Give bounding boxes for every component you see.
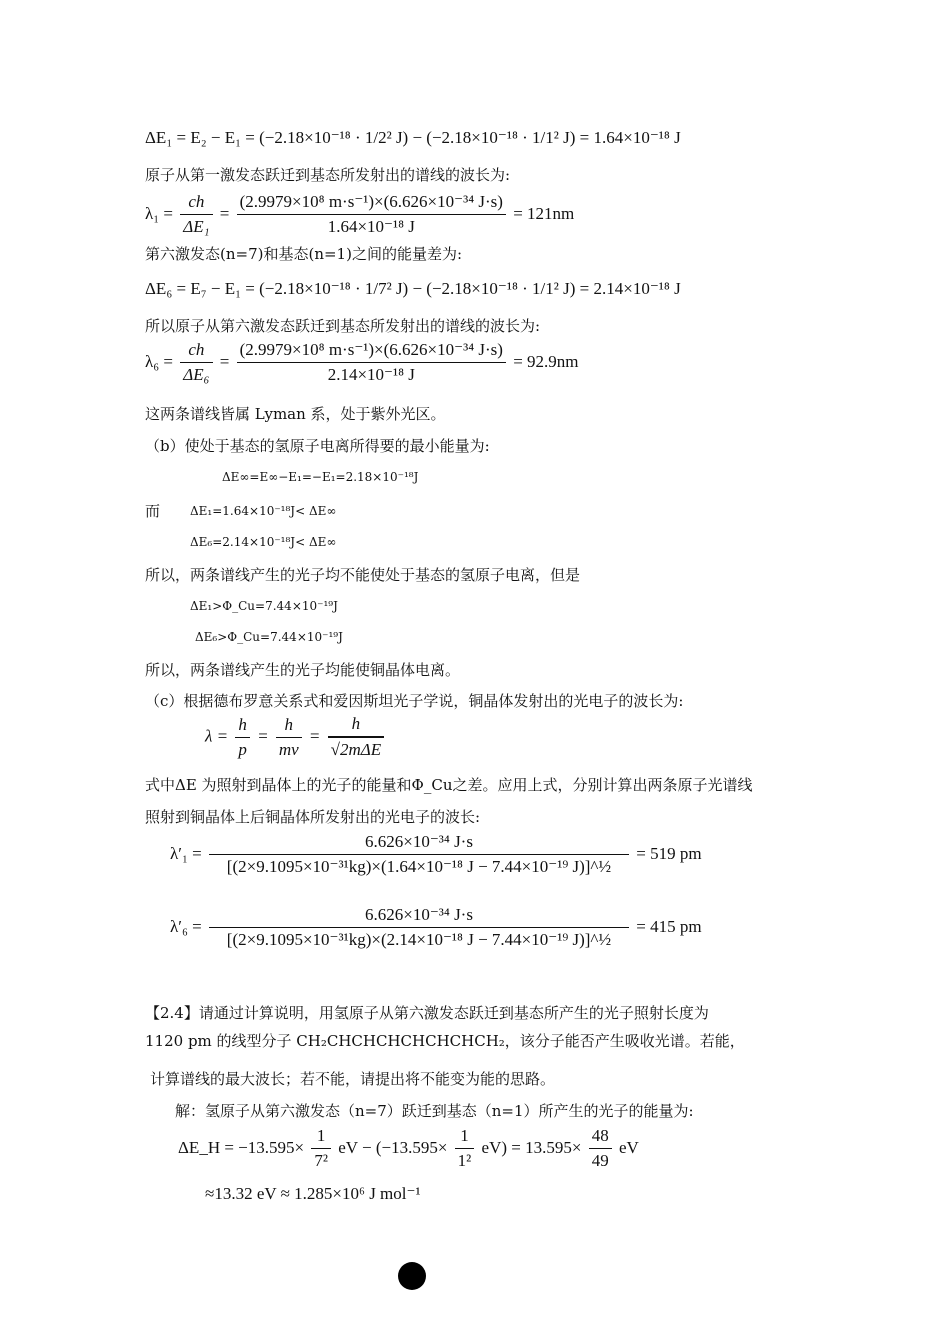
equation-delta-e1: ΔE₁ = E₂ − E₁ = (−2.18×10⁻¹⁸ · 1/2² J) − (−2.18×10⁻¹⁸ · 1/1² J) = 1.64×10⁻¹⁸ J <box>145 128 681 147</box>
text-lyman: 这两条谱线皆属 Lyman 系，处于紫外光区。 <box>145 405 446 423</box>
eq8-mid2: eV) = 13.595× <box>481 1137 582 1157</box>
eq5-lhs: λ = <box>205 726 229 746</box>
eq4-rhs: = 92.9nm <box>513 351 579 371</box>
problem-2-4-line3: 计算谱线的最大波长；若不能，请提出将不能变为能的思路。 <box>150 1070 556 1088</box>
text-e6-phi: ΔE₆>Φ_Cu=7.44×10⁻¹⁹J <box>195 630 343 644</box>
equation-lambda1: λ₁ = $\frac{ch}{\text{ΔE₁}}$ = $\frac{\text{(2.9979×10⁸ m·s⁻¹)×(6.626×10⁻³⁴ J·s)}}{\text{1.64×10⁻¹⁸ J}}$ = 121nm <box>145 192 575 237</box>
text-photoelectron-wavelength: 照射到铜晶体上后铜晶体所发射出的光电子的波长: <box>145 808 481 826</box>
eq8-lhs: ΔE_H = −13.595× <box>178 1137 305 1157</box>
eq2-rhs: = 121nm <box>513 203 575 223</box>
equation-lambda1-prime <box>170 832 702 878</box>
equation-delta-e6: ΔE₆ = E₇ − E₁ = (−2.18×10⁻¹⁸ · 1/7² J) − (−2.18×10⁻¹⁸ · 1/1² J) = 2.14×10⁻¹⁸ J <box>145 279 681 298</box>
eq7-frac: $\frac{\text{6.626×10⁻³⁴ J·s}}{\text{[(2×9.1095×10⁻³¹kg)×(2.14×10⁻¹⁸ J − 7.44×10⁻¹⁹ J)]\textasciicircum{}½}}$ <box>209 905 629 951</box>
eq8-mid: eV − (−13.595× <box>338 1137 448 1157</box>
eq5-frac-3: $\frac{h}{\text{√2mΔE}}$ <box>328 714 384 761</box>
eq7-rhs: = 415 pm <box>636 916 702 936</box>
text-wavelength-sixth: 所以原子从第六激发态跃迁到基态所发射出的谱线的波长为: <box>145 317 541 335</box>
text-can-ionize-copper: 所以，两条谱线产生的光子均能使铜晶体电离。 <box>145 661 461 679</box>
eq4-frac-a: $\frac{ch}{\text{ΔE₆}}$ <box>180 340 212 386</box>
equation-lambda6: λ₆ = $\frac{ch}{\text{ΔE₆}}$ = $\frac{\text{(2.9979×10⁸ m·s⁻¹)×(6.626×10⁻³⁴ J·s)}}{\text{2.14×10⁻¹⁸ J}}$ = 92.9nm <box>145 340 579 385</box>
eq8-rhs: eV <box>618 1137 639 1157</box>
text-energy-diff: 第六激发态(n=7)和基态(n=1)之间的能量差为: <box>145 245 463 263</box>
eq4-frac-b: $\frac{\text{(2.9979×10⁸ m·s⁻¹)×(6.626×10⁻³⁴ J·s)}}{\text{2.14×10⁻¹⁸ J}}$ <box>237 340 506 386</box>
equation-lambda6-prime <box>170 905 702 951</box>
equation-delta-eh <box>178 1126 639 1172</box>
text-wavelength-first: 原子从第一激发态跃迁到基态所发射出的谱线的波长为: <box>145 166 511 184</box>
text-e1-phi: ΔE₁>Φ_Cu=7.44×10⁻¹⁹J <box>190 599 338 613</box>
eq5-frac-1: $\frac{h}{p}$ <box>235 715 250 761</box>
eq2-lhs: λ₁ = <box>145 203 174 223</box>
eq8-frac-2: $\frac{1}{\text{1²}}$ <box>455 1126 475 1172</box>
solution-intro: 解：氢原子从第六激发态（n=7）跃迁到基态（n=1）所产生的光子的能量为: <box>175 1102 694 1120</box>
text-part-c: （c）根据德布罗意关系式和爱因斯坦光子学说，铜晶体发射出的光电子的波长为: <box>145 692 684 710</box>
text-part-b: （b）使处于基态的氢原子电离所得要的最小能量为: <box>145 437 490 455</box>
text-er-label: 而 <box>145 502 161 520</box>
eq8-frac-3: $\frac{48}{49}$ <box>589 1126 612 1172</box>
eq6-rhs: = 519 pm <box>636 843 702 863</box>
text-cannot-ionize: 所以，两条谱线产生的光子均不能使处于基态的氢原子电离，但是 <box>145 566 581 584</box>
text-ionization-energy: ΔE∞=E∞−E₁=−E₁=2.18×10⁻¹⁸J <box>222 470 419 484</box>
eq5-frac-2: $\frac{h}{mv}$ <box>276 715 302 761</box>
eq4-lhs: λ₆ = <box>145 351 174 371</box>
eq2-frac-a: $\frac{ch}{\text{ΔE₁}}$ <box>180 192 212 238</box>
text-where-delta-e: 式中ΔE 为照射到晶体上的光子的能量和Φ_Cu之差。应用上式，分别计算出两条原子光谱线 <box>145 776 753 794</box>
eq8-frac-1: $\frac{1}{\text{7²}}$ <box>311 1126 331 1172</box>
eq7-lhs: λ′₆ = <box>170 916 202 936</box>
text-e1-compare: ΔE₁=1.64×10⁻¹⁸J< ΔE∞ <box>190 504 337 518</box>
text-e6-compare: ΔE₆=2.14×10⁻¹⁸J< ΔE∞ <box>190 535 337 549</box>
eq6-frac: $\frac{\text{6.626×10⁻³⁴ J·s}}{\text{[(2×9.1095×10⁻³¹kg)×(1.64×10⁻¹⁸ J − 7.44×10⁻¹⁹ J)]\textasciicircum{}½}}$ <box>209 832 629 878</box>
problem-2-4-line1: 【2.4】请通过计算说明，用氢原子从第六激发态跃迁到基态所产生的光子照射长度为 <box>145 1004 709 1022</box>
equation-de-broglie: λ = $\frac{h}{p}$ = $\frac{h}{mv}$ = $\frac{h}{\text{√2mΔE}}$ <box>205 714 387 761</box>
equation-approx: ≈13.32 eV ≈ 1.285×10⁶ J mol⁻¹ <box>205 1184 421 1203</box>
problem-2-4-line2: 1120 pm 的线型分子 CH₂CHCHCHCHCHCHCH₂，该分子能否产生吸收光谱。若能， <box>145 1032 745 1050</box>
eq2-frac-b: $\frac{\text{(2.9979×10⁸ m·s⁻¹)×(6.626×10⁻³⁴ J·s)}}{\text{1.64×10⁻¹⁸ J}}$ <box>237 192 506 238</box>
eq6-lhs: λ′₁ = <box>170 843 202 863</box>
page-marker-dot <box>398 1262 426 1290</box>
